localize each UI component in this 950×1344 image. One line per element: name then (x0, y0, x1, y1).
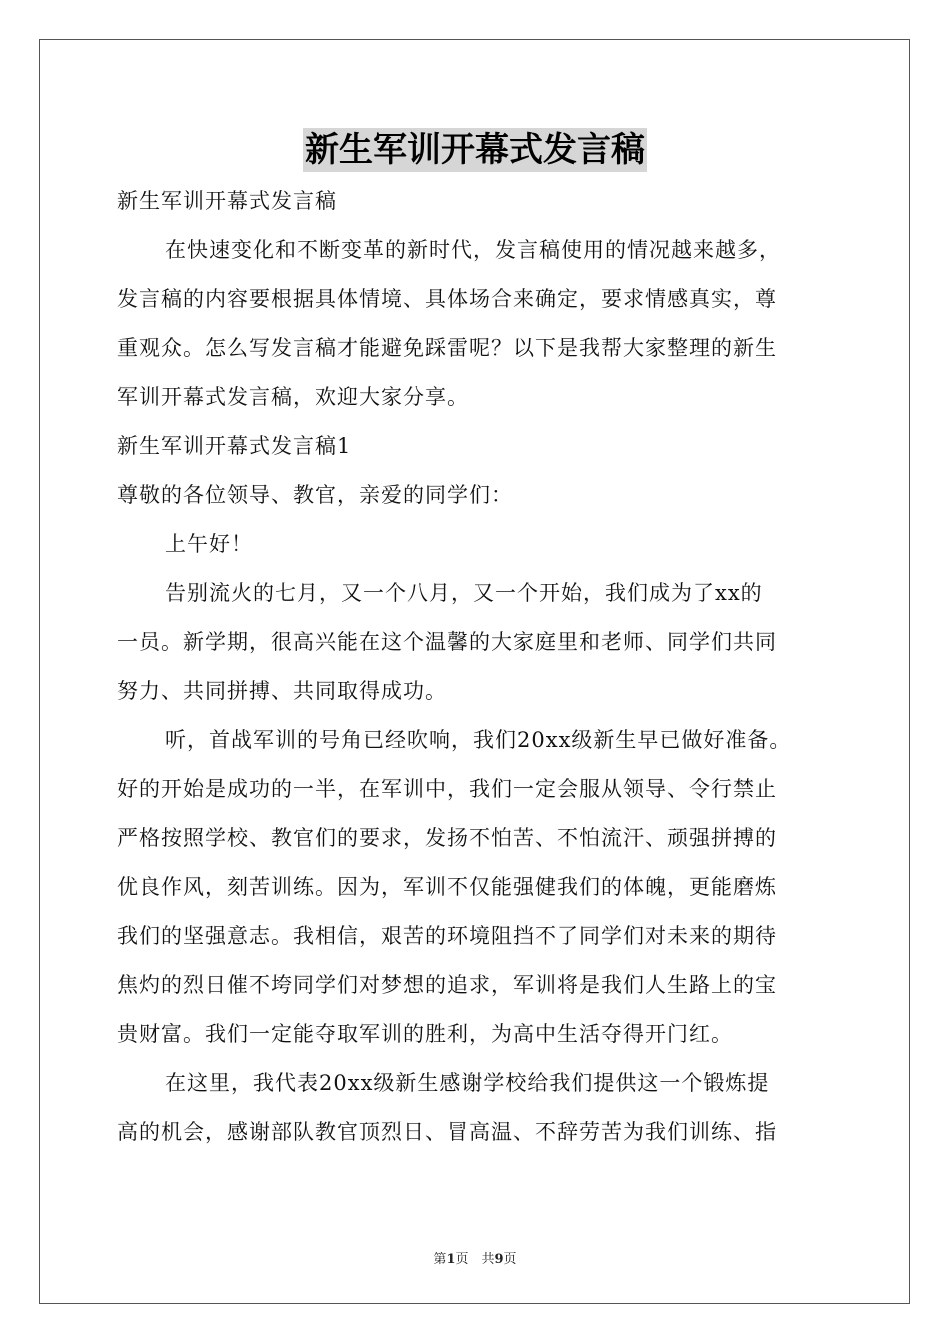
salutation: 尊敬的各位领导、教官，亲爱的同学们： (117, 483, 513, 507)
footer-prefix: 第 (433, 1252, 447, 1267)
body-line: 新生军训开幕式发言稿 (117, 189, 337, 213)
body-line: 在快速变化和不断变革的新时代，发言稿使用的情况越来越多， (165, 238, 781, 262)
body-line: 重观众。怎么写发言稿才能避免踩雷呢？以下是我帮大家整理的新生 (117, 336, 777, 360)
total-page-count: 9 (494, 1252, 504, 1267)
document-title: 新生军训开幕式发言稿 (305, 130, 645, 170)
body-line: 我们的坚强意志。我相信，艰苦的环境阻挡不了同学们对未来的期待 (117, 924, 777, 948)
section-heading: 新生军训开幕式发言稿1 (117, 434, 352, 458)
body-line: 高的机会，感谢部队教官顶烈日、冒高温、不辞劳苦为我们训练、指 (117, 1120, 777, 1144)
body-line: 在这里，我代表20xx级新生感谢学校给我们提供这一个锻炼提 (165, 1071, 770, 1095)
document-body (117, 177, 835, 1157)
page-footer (0, 1248, 950, 1267)
body-line: 严格按照学校、教官们的要求，发扬不怕苦、不怕流汗、顽强拼搏的 (117, 826, 777, 850)
body-line: 听，首战军训的号角已经吹响，我们20xx级新生早已做好准备。 (165, 728, 792, 752)
footer-suffix: 页 (503, 1252, 517, 1267)
current-page-number: 1 (446, 1252, 456, 1267)
body-line: 贵财富。我们一定能夺取军训的胜利，为高中生活夺得开门红。 (117, 1022, 733, 1046)
title-container (0, 128, 950, 172)
body-line: 焦灼的烈日催不垮同学们对梦想的追求，军训将是我们人生路上的宝 (117, 973, 777, 997)
body-line: 军训开幕式发言稿，欢迎大家分享。 (117, 385, 469, 409)
body-line: 告别流火的七月，又一个八月，又一个开始，我们成为了xx的 (165, 581, 763, 605)
body-line: 好的开始是成功的一半，在军训中，我们一定会服从领导、令行禁止 (117, 777, 777, 801)
body-line: 努力、共同拼搏、共同取得成功。 (117, 679, 447, 703)
body-line: 一员。新学期，很高兴能在这个温馨的大家庭里和老师、同学们共同 (117, 630, 777, 654)
body-line: 发言稿的内容要根据具体情境、具体场合来确定，要求情感真实，尊 (117, 287, 777, 311)
footer-middle: 页 共 (455, 1252, 495, 1267)
body-line: 优良作风，刻苦训练。因为，军训不仅能强健我们的体魄，更能磨炼 (117, 875, 777, 899)
greeting: 上午好！ (165, 532, 253, 556)
